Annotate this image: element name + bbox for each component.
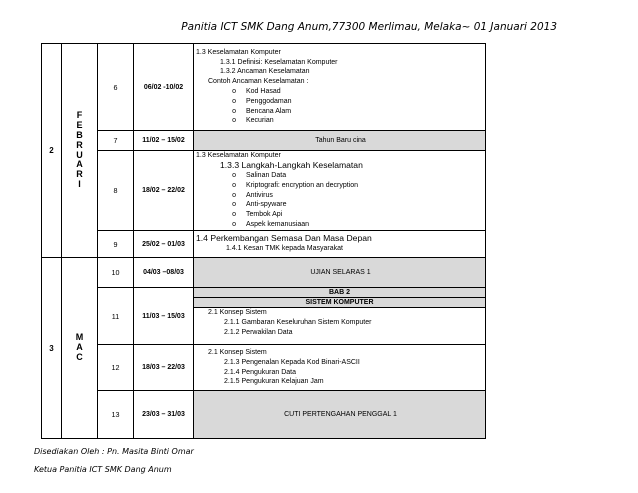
bullet-text: Aspek kemanusiaan xyxy=(246,220,310,228)
bullet-icon: o xyxy=(232,201,236,209)
bullet-text: Bencana Alam xyxy=(246,107,292,115)
bullet-text: Penggodaman xyxy=(246,97,292,105)
bullet-text: Salinan Data xyxy=(246,171,287,179)
subtopic: 1.3.2 Ancaman Keselamatan xyxy=(220,68,310,76)
bullet-text: Tembok Api xyxy=(246,211,283,219)
date-range: 18/03 – 22/03 xyxy=(134,345,194,391)
subtopic: 2.1.1 Gambaran Keseluruhan Sistem Komputer xyxy=(224,318,372,326)
subtopic: 1.3.1 Definisi: Keselamatan Komputer xyxy=(220,58,338,66)
table-row xyxy=(42,44,486,131)
week-number: 9 xyxy=(98,231,134,258)
exam-note: UJIAN SELARAS 1 xyxy=(194,258,486,288)
week-number: 10 xyxy=(98,258,134,288)
bullet-icon: o xyxy=(232,107,236,115)
month-name xyxy=(62,44,98,258)
page-header: Panitia ICT SMK Dang Anum,77300 Merlimau, Melaka~ 01 Januari 2013 xyxy=(181,21,557,33)
bullet-icon: o xyxy=(232,181,236,189)
table-row xyxy=(42,151,486,231)
month-letters: M A C xyxy=(75,332,84,362)
chapter-number: BAB 2 xyxy=(194,288,485,298)
subtopic: 1.4.1 Kesan TMK kepada Masyarakat xyxy=(226,245,343,252)
date-range: 11/03 – 15/03 xyxy=(134,288,194,345)
week-number: 13 xyxy=(98,391,134,439)
week-number: 6 xyxy=(98,44,134,131)
holiday-note: Tahun Baru cina xyxy=(194,131,486,151)
bullet-icon: o xyxy=(232,88,236,95)
content-cell xyxy=(194,44,486,131)
subtopic: 2.1.3 Pengenalan Kepada Kod Binari-ASCII xyxy=(224,358,360,366)
date-range: 04/03 –08/03 xyxy=(134,258,194,288)
subtopic: 2.1.4 Pengukuran Data xyxy=(224,368,296,376)
bullet-icon: o xyxy=(232,220,236,228)
content-cell xyxy=(194,231,486,258)
bullet-text: Antivirus xyxy=(246,191,273,199)
bullet-text: Kecurian xyxy=(246,117,274,125)
date-range: 25/02 – 01/03 xyxy=(134,231,194,258)
table-row xyxy=(42,345,486,391)
table-row xyxy=(42,391,486,439)
content-cell xyxy=(194,151,486,231)
date-range: 18/02 – 22/02 xyxy=(134,151,194,231)
week-number: 12 xyxy=(98,345,134,391)
subtopic: Contoh Ancaman Keselamatan : xyxy=(208,78,309,86)
bullet-text: Kriptografi: encryption an decryption xyxy=(246,181,359,189)
content-cell xyxy=(194,288,486,345)
subtopic: 2.1.2 Perwakilan Data xyxy=(224,328,293,336)
week-number: 8 xyxy=(98,151,134,231)
chapter-title: SISTEM KOMPUTER xyxy=(194,298,485,308)
bullet-icon: o xyxy=(232,97,236,105)
month-number: 2 xyxy=(42,44,62,258)
footer-prepared-by: Disediakan Oleh : Pn. Masita Binti Omar xyxy=(34,447,194,456)
month-number: 3 xyxy=(42,258,62,439)
topic-heading: 2.1 Konsep Sistem xyxy=(208,348,267,356)
month-name xyxy=(62,258,98,439)
bullet-icon: o xyxy=(232,191,236,199)
table-row xyxy=(42,288,486,345)
week-number: 11 xyxy=(98,288,134,345)
topic-heading: 1.3 Keselamatan Komputer xyxy=(196,152,281,160)
content-cell xyxy=(194,345,486,391)
bullet-icon: o xyxy=(232,211,236,219)
topic-heading: 1.4 Perkembangan Semasa Dan Masa Depan xyxy=(196,233,372,244)
footer-position: Ketua Panitia ICT SMK Dang Anum xyxy=(34,465,172,474)
topic-heading: 2.1 Konsep Sistem xyxy=(208,309,267,316)
bullet-text: Anti-spyware xyxy=(246,201,287,209)
subtopic: 2.1.5 Pengukuran Kelajuan Jam xyxy=(224,378,324,386)
date-range: 11/02 – 15/02 xyxy=(134,131,194,151)
topic-heading: 1.3 Keselamatan Komputer xyxy=(196,48,281,56)
month-letters: F E B R U A R I xyxy=(76,110,83,189)
bullet-icon: o xyxy=(232,117,236,125)
table-row xyxy=(42,131,486,151)
week-number: 7 xyxy=(98,131,134,151)
bullet-text: Kod Hasad xyxy=(246,88,281,95)
date-range: 23/03 – 31/03 xyxy=(134,391,194,439)
schedule-table xyxy=(41,43,486,439)
holiday-note: CUTI PERTENGAHAN PENGGAL 1 xyxy=(194,391,486,439)
table-row xyxy=(42,258,486,288)
date-range: 06/02 -10/02 xyxy=(134,44,194,131)
subtopic: 1.3.3 Langkah-Langkah Keselamatan xyxy=(220,160,363,171)
bullet-icon: o xyxy=(232,171,236,179)
table-row xyxy=(42,231,486,258)
